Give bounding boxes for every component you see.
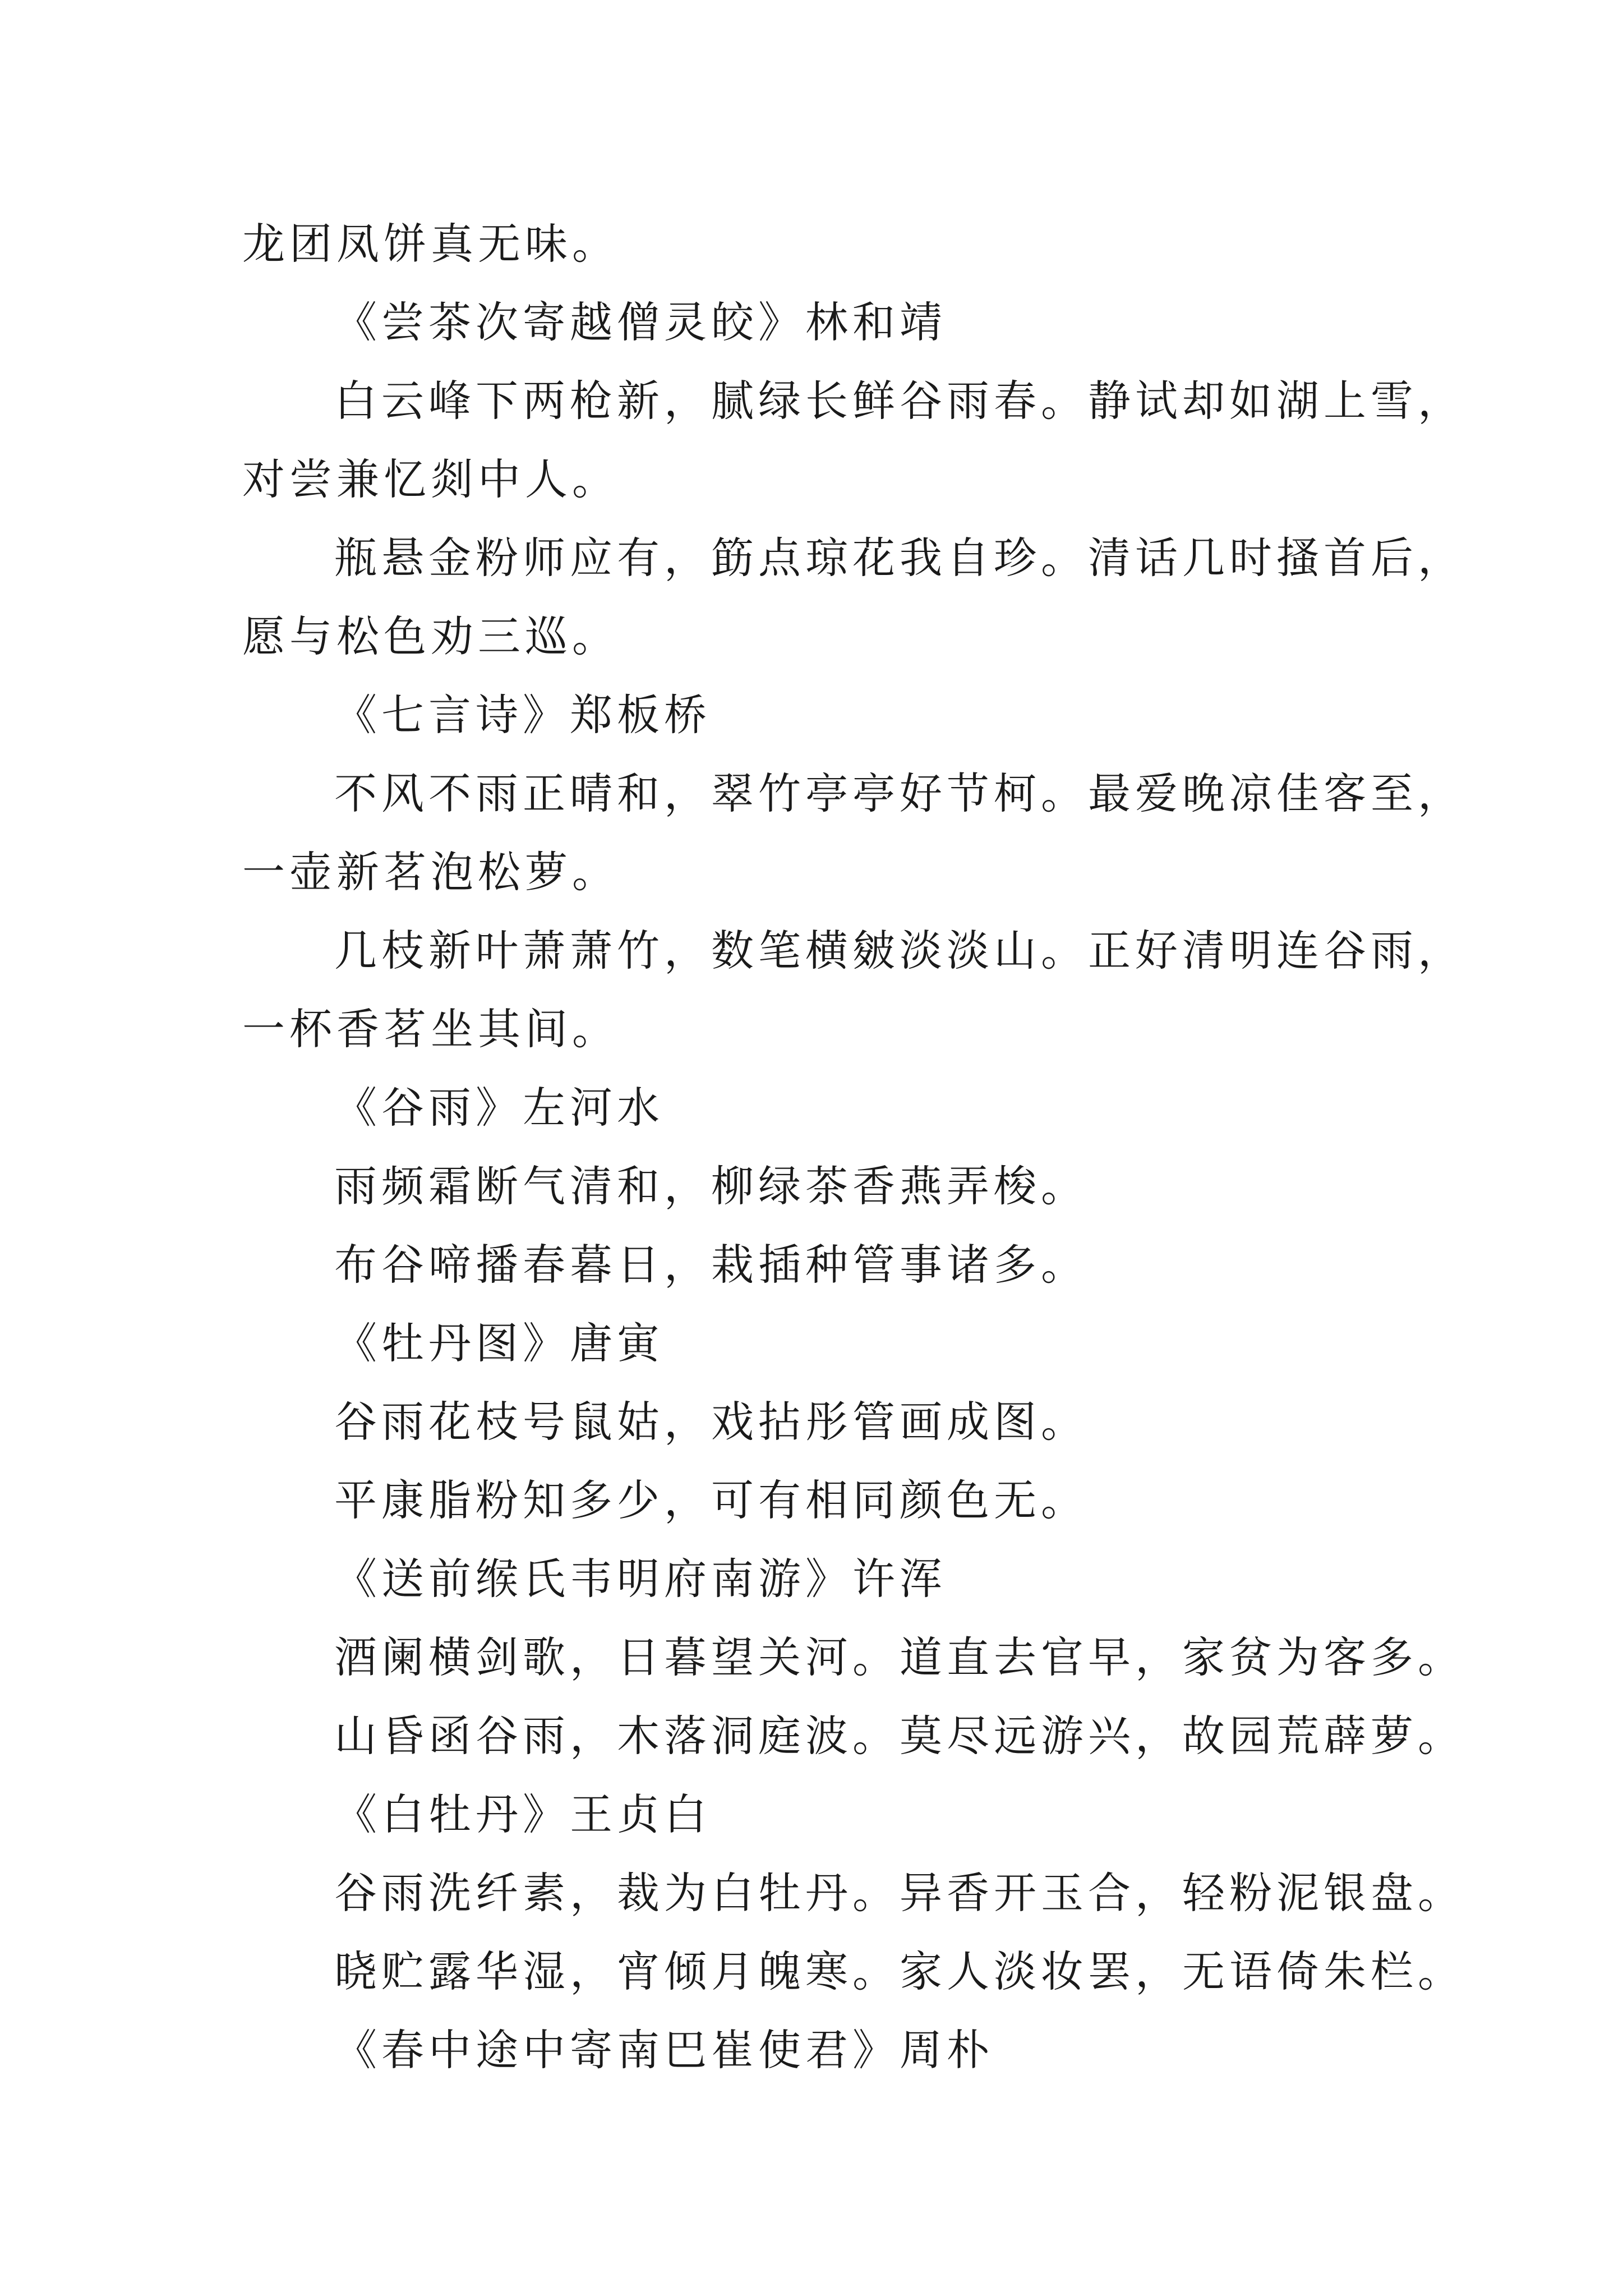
poem-title: 《春中途中寄南巴崔使君》周朴 xyxy=(334,2025,994,2075)
poem-title: 《谷雨》左河水 xyxy=(334,1083,664,1133)
poem-title: 《牡丹图》唐寅 xyxy=(334,1318,664,1368)
text-line: 愿与松色劝三巡。 xyxy=(242,611,619,661)
text-line: 瓶悬金粉师应有，筯点琼花我自珍。清话几时搔首后， xyxy=(334,533,1465,583)
poem-title: 《尝茶次寄越僧灵皎》林和靖 xyxy=(334,297,947,347)
text-line: 不风不雨正晴和，翠竹亭亭好节柯。最爱晚凉佳客至， xyxy=(334,769,1465,818)
text-line: 酒阑横剑歌，日暮望关河。道直去官早，家贫为客多。 xyxy=(334,1632,1465,1682)
text-line: 谷雨洗纤素，裁为白牡丹。异香开玉合，轻粉泥银盘。 xyxy=(334,1868,1465,1918)
text-line: 几枝新叶萧萧竹，数笔横皴淡淡山。正好清明连谷雨， xyxy=(334,926,1465,976)
poem-title: 《白牡丹》王贞白 xyxy=(334,1789,711,1839)
poem-title: 《七言诗》郑板桥 xyxy=(334,690,711,740)
text-line: 一壶新茗泡松萝。 xyxy=(242,847,619,897)
text-line: 谷雨花枝号鼠姑，戏拈彤管画成图。 xyxy=(334,1397,1088,1447)
poem-title: 《送前缑氏韦明府南游》许浑 xyxy=(334,1554,947,1604)
text-line: 山昏函谷雨，木落洞庭波。莫尽远游兴，故园荒薜萝。 xyxy=(334,1711,1465,1761)
text-line: 对尝兼忆剡中人。 xyxy=(242,454,619,504)
text-line: 龙团凤饼真无味。 xyxy=(242,219,619,269)
text-line: 平康脂粉知多少，可有相同颜色无。 xyxy=(334,1475,1088,1525)
text-line: 白云峰下两枪新，腻绿长鲜谷雨春。静试却如湖上雪， xyxy=(334,376,1465,426)
text-line: 布谷啼播春暮日，栽插种管事诸多。 xyxy=(334,1240,1088,1290)
text-line: 雨频霜断气清和，柳绿茶香燕弄梭。 xyxy=(334,1161,1088,1211)
text-line: 一杯香茗坐其间。 xyxy=(242,1004,619,1054)
text-line: 晓贮露华湿，宵倾月魄寒。家人淡妆罢，无语倚朱栏。 xyxy=(334,1947,1465,1996)
